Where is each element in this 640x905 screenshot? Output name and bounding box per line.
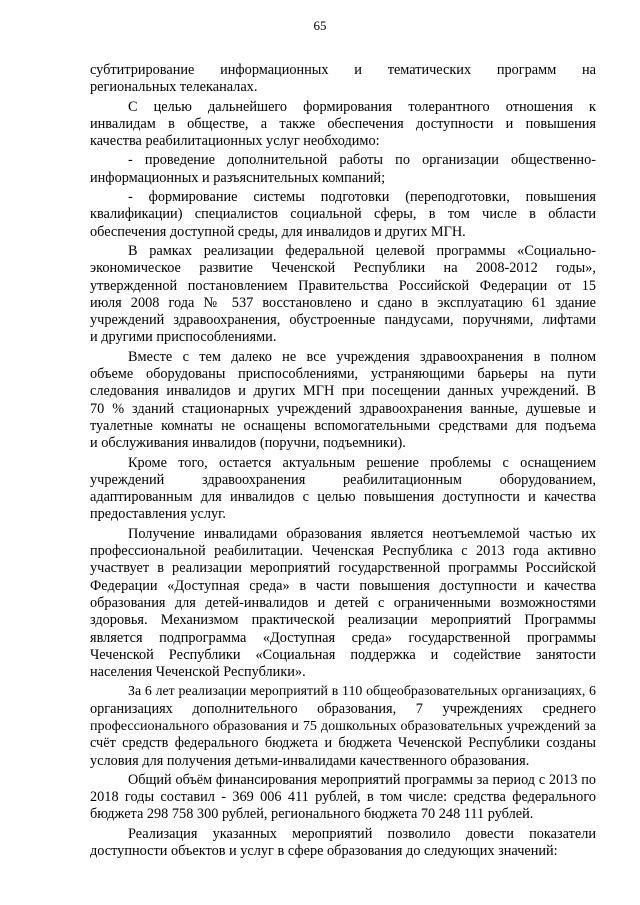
text-line: региональных телеканалах. xyxy=(90,79,258,96)
text-line: 2018 годы составил - 369 006 411 рублей, в том числе: средства федерального xyxy=(90,789,596,806)
text-line: образования для детей-инвалидов и детей с ограниченными возможностями xyxy=(90,594,596,611)
paragraph xyxy=(90,349,596,453)
paragraph xyxy=(90,152,596,187)
text-line: - формирование системы подготовки (переподготовки, повышения xyxy=(128,189,596,206)
text-line: объеме оборудованы приспособлениями, устраняющими барьеры на пути xyxy=(90,366,596,383)
text-line: профессиональной реабилитации. Чеченская Республика с 2013 года активно xyxy=(90,543,596,560)
text-line: и другими приспособлениями. xyxy=(90,329,277,346)
text-line: счёт средств федерального бюджета и бюджета Чеченской Республики созданы xyxy=(90,735,596,752)
text-line: условия для получения детьми-инвалидами качественного образования. xyxy=(90,752,530,769)
paragraph xyxy=(90,455,596,524)
text-line: организациях дополнительного образования, 7 учреждениях среднего xyxy=(90,700,596,717)
text-line: квалификации) специалистов социальной сферы, в том числе в области xyxy=(90,206,596,223)
text-line: учреждений здравоохранения реабилитационным оборудованием, xyxy=(90,471,596,488)
text-line: Чеченской Республики «Социальная поддержка и содействие занятости xyxy=(90,646,596,663)
text-line: Федерации «Доступная среда» в части повышения доступности и качества xyxy=(90,577,596,594)
text-line: учреждений здравоохранения, обустроенные пандусами, поручнями, лифтами xyxy=(90,312,596,329)
text-line: С целью дальнейшего формирования толерантного отношения к xyxy=(128,98,596,115)
text-line: профессионального образования и 75 дошкольных образовательных учреждений за xyxy=(90,717,596,734)
text-line: туалетные комнаты не оснащены вспомогательными средствами для подъема xyxy=(90,417,596,434)
text-line: участвует в реализации мероприятий государственной программы Российской xyxy=(90,560,596,577)
paragraph xyxy=(90,826,596,861)
text-line: субтитрирование информационных и тематических программ на xyxy=(90,62,596,78)
text-line: и обслуживания инвалидов (поручни, подъемники). xyxy=(90,435,406,452)
text-line: Вместе с тем далеко не все учреждения здравоохранения в полном xyxy=(128,348,596,365)
text-line: - проведение дополнительной работы по организации общественно- xyxy=(128,152,596,169)
text-line: предоставления услуг. xyxy=(90,506,226,523)
text-line: экономическое развитие Чеченской Республики на 2008-2012 годы», xyxy=(90,260,596,277)
text-line: Общий объём финансирования мероприятий программы за период с 2013 по xyxy=(128,771,596,788)
text-line: Кроме того, остается актуальным решение проблемы с оснащением xyxy=(128,454,596,471)
body-text xyxy=(90,62,596,862)
page-number: 65 xyxy=(313,18,327,33)
paragraph xyxy=(90,772,596,824)
text-line: является подпрограмма «Доступная среда» государственной программы xyxy=(90,629,596,646)
text-line: Получение инвалидами образования является неотъемлемой частью их xyxy=(128,525,596,542)
paragraph xyxy=(90,683,596,769)
text-line: доступности объектов и услуг в сфере образования до следующих значений: xyxy=(90,843,558,860)
text-line: адаптированным для инвалидов с целью повышения доступности и качества xyxy=(90,489,596,506)
text-line: В рамках реализации федеральной целевой программы «Социально- xyxy=(128,242,596,259)
paragraph xyxy=(90,526,596,682)
text-line: инвалидам в обществе, а также обеспечения доступности и повышения xyxy=(90,115,596,132)
text-line: июля 2008 года № 537 восстановлено и сдано в эксплуатацию 61 здание xyxy=(90,294,596,311)
text-line: За 6 лет реализации мероприятий в 110 общеобразовательных организациях, 6 xyxy=(128,684,596,700)
text-line: населения Чеченской Республики». xyxy=(90,664,306,681)
text-line: утвержденной постановлением Правительства Российской Федерации от 15 xyxy=(90,277,596,294)
text-line: Реализация указанных мероприятий позволило довести показатели xyxy=(128,825,596,842)
text-line: следования инвалидов и других МГН при посещении данных учреждений. В xyxy=(90,383,596,400)
paragraph xyxy=(90,62,596,97)
text-line: здоровья. Механизмом практической реализации мероприятий Программы xyxy=(90,612,596,629)
paragraph xyxy=(90,99,596,151)
paragraph xyxy=(90,189,596,241)
text-line: качества реабилитационных услуг необходимо: xyxy=(90,133,380,150)
text-line: обеспечения доступной среды, для инвалидов и других МГН. xyxy=(90,223,466,240)
text-line: 70 % зданий стационарных учреждений здравоохранения ванные, душевые и xyxy=(90,400,596,417)
text-line: бюджета 298 758 300 рублей, регионального бюджета 70 248 111 рублей. xyxy=(90,806,534,823)
paragraph xyxy=(90,243,596,347)
text-line: информационных и разъяснительных компаний; xyxy=(90,169,386,186)
